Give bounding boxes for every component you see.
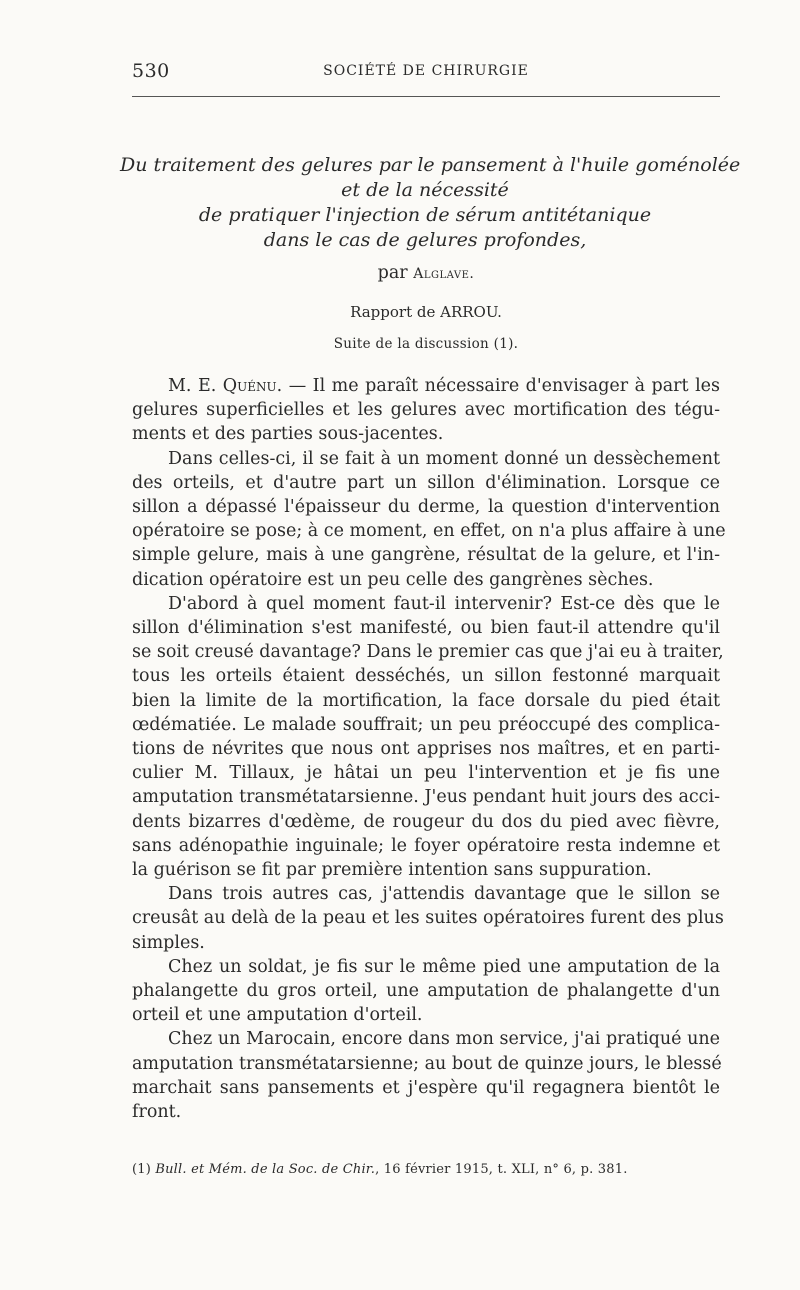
body-line: Chez un soldat, je fis sur le même pied une amputation de la — [168, 956, 720, 977]
body-line: Chez un Marocain, encore dans mon service, j'ai pratiqué une — [168, 1029, 720, 1050]
body-line: ments et des parties sous-jacentes. — [132, 424, 444, 445]
body-line: amputation transmétatarsienne. J'eus pendant huit jours des acci- — [132, 787, 720, 808]
body-line: se soit creusé davantage? Dans le premier cas que j'ai eu à traiter, — [132, 642, 724, 663]
report-line — [132, 303, 720, 321]
byline — [132, 263, 720, 283]
body-line: amputation transmétatarsienne; au bout de quinze jours, le blessé — [132, 1053, 722, 1074]
byline-prefix: par — [377, 263, 414, 283]
body-line: front. — [132, 1102, 182, 1123]
report-prefix: Rapport de — [350, 303, 441, 321]
body-line: M. E. Quénu. — Il me paraît nécessaire d'envisager à part les — [168, 376, 721, 396]
discussion-note: Suite de la discussion (1). — [333, 336, 519, 352]
body-line: phalangette du gros orteil, une amputation de phalangette d'un — [132, 981, 720, 1002]
body-line: tous les orteils étaient desséchés, un sillon festonné marquait — [132, 666, 720, 687]
body-line: marchait sans pansements et j'espère qu'il regagnera bientôt le — [132, 1077, 720, 1098]
footnote-source: Bull. et Mém. de la Soc. de Chir. — [155, 1162, 376, 1177]
body-line: des orteils, et d'autre part un sillon d'élimination. Lorsque ce — [132, 472, 720, 493]
body-line: gelures superficielles et les gelures avec mortification des tégu- — [132, 400, 720, 421]
body-line: Dans celles-ci, il se fait à un moment donné un dessèchement — [168, 448, 720, 469]
body-line: dents bizarres d'œdème, de rougeur du dos du pied avec fièvre, — [132, 811, 720, 832]
speaker-name: M. E. Quénu. — [168, 376, 283, 396]
body-line: D'abord à quel moment faut-il intervenir? Est-ce dès que le — [168, 593, 720, 614]
body-line: orteil et une amputation d'orteil. — [132, 1005, 423, 1026]
running-head — [132, 60, 720, 84]
body-line: dication opératoire est un peu celle des gangrènes sèches. — [132, 569, 654, 590]
body-line: opératoire se pose; à ce moment, en effet, on n'a plus affaire à une — [132, 521, 726, 542]
body-line: tions de névrites que nous ont apprises nos maîtres, et en parti- — [132, 739, 720, 760]
footnote — [132, 1162, 720, 1177]
journal-title: SOCIÉTÉ DE CHIRURGIE — [323, 63, 529, 79]
body-line: creusât au delà de la peau et les suites opératoires furent des plus — [132, 908, 724, 929]
header-rule — [132, 96, 720, 97]
title-line: et de la nécessité — [341, 179, 509, 201]
footnote-details: , 16 février 1915, t. XLI, n° 6, p. 381. — [375, 1162, 628, 1177]
body-line: culier M. Tillaux, je hâtai un peu l'intervention et je fis une — [132, 763, 720, 784]
reporter-name: ARROU. — [440, 303, 502, 321]
body-line: œdématiée. Le malade souffrait; un peu préoccupé des complica- — [132, 714, 720, 735]
body-line: la guérison se fit par première intention sans suppuration. — [132, 860, 652, 881]
page-number: 530 — [132, 60, 170, 82]
title-line: dans le cas de gelures profondes, — [263, 229, 587, 251]
body-line: bien la limite de la mortification, la face dorsale du pied était — [132, 690, 720, 711]
body-line: sillon a dépassé l'épaisseur du derme, la question d'intervention — [132, 497, 720, 518]
body-line: sillon d'élimination s'est manifesté, ou bien faut-il attendre qu'il — [132, 618, 720, 639]
footnote-mark: (1) — [132, 1162, 156, 1177]
body-line: sans adénopathie inguinale; le foyer opératoire resta indemne et — [132, 835, 720, 856]
body-line: Dans trois autres cas, j'attendis davantage que le sillon se — [168, 884, 720, 905]
author-name: Alglave. — [413, 266, 475, 282]
body-line: simples. — [132, 932, 205, 953]
title-line: Du traitement des gelures par le pansement à l'huile goménolée — [120, 154, 741, 176]
article-title — [120, 153, 741, 253]
body-line: simple gelure, mais à une gangrène, résultat de la gelure, et l'in- — [132, 545, 720, 566]
article-body — [132, 374, 726, 1124]
title-line: de pratiquer l'injection de sérum antitétanique — [198, 204, 652, 226]
